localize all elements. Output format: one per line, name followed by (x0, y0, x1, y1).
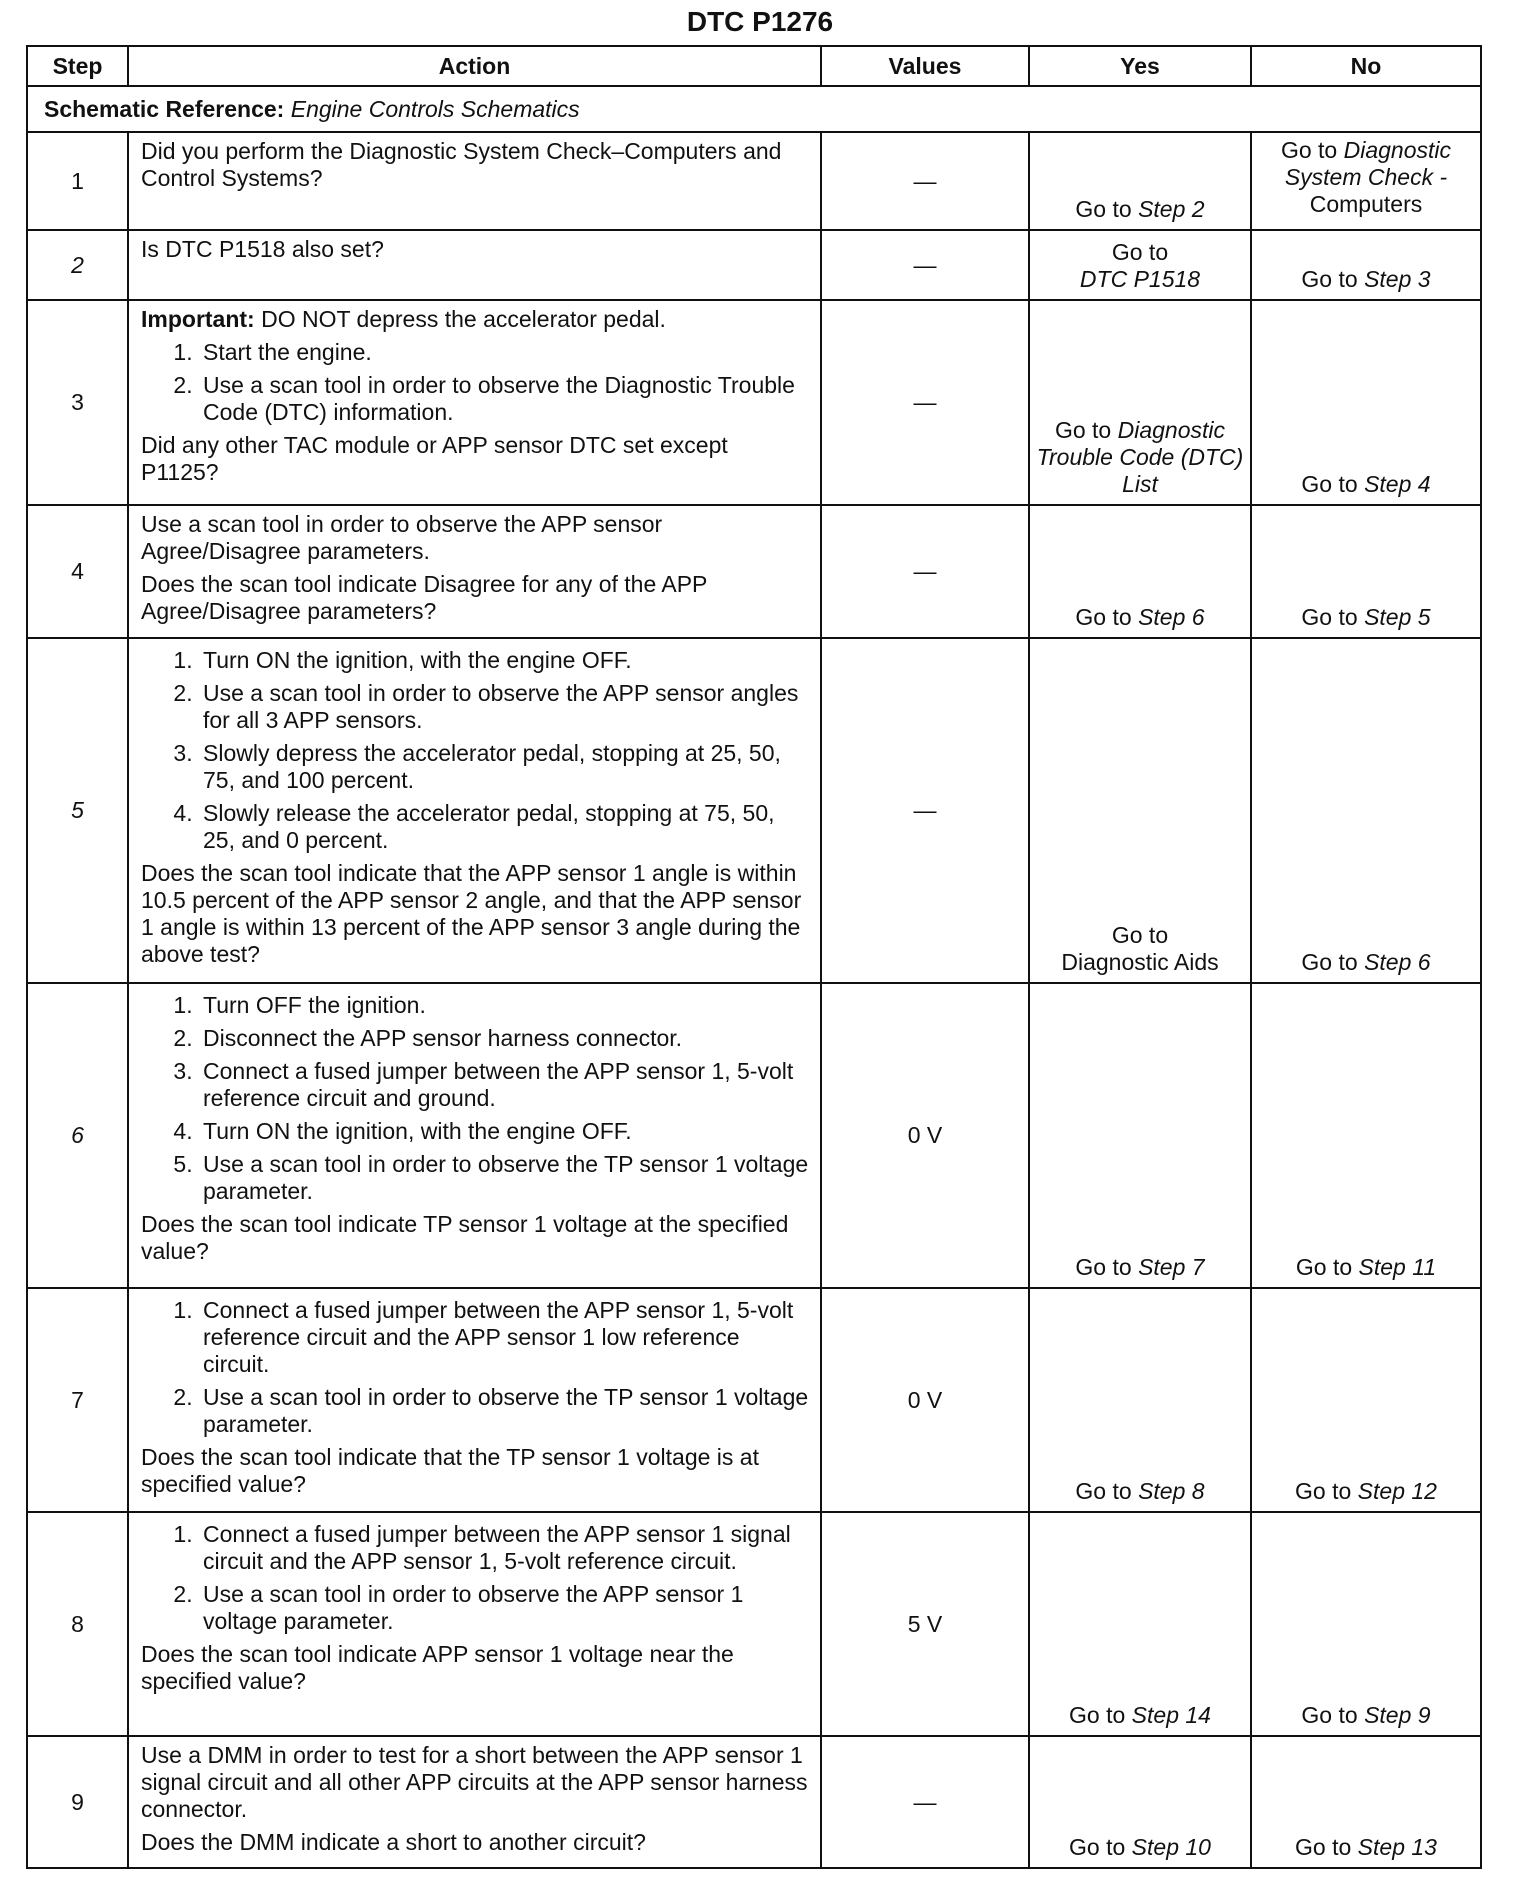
value-cell: — (821, 230, 1029, 300)
no-suffix: Computers (1309, 191, 1423, 217)
list-item: 3. Slowly depress the accelerator pedal, stopping at 25, 50, 75, and 100 percent. (199, 740, 810, 794)
step-number: 5 (27, 638, 128, 983)
header-step: Step (27, 46, 128, 86)
value-cell: 0 V (821, 983, 1029, 1288)
action-cell (128, 505, 821, 638)
list-item: 3. Connect a fused jumper between the APP sensor 1, 5-volt reference circuit and ground. (199, 1058, 810, 1112)
diagnostic-table (26, 45, 1482, 1869)
no-prefix: Go to (1280, 137, 1338, 163)
no-link[interactable]: Step 12 (1357, 1478, 1437, 1504)
yes-prefix: Go to (1111, 922, 1169, 948)
yes-prefix: Go to (1054, 417, 1112, 443)
yes-link[interactable]: DTC P1518 (1079, 266, 1201, 292)
no-cell (1251, 638, 1481, 983)
no-link[interactable]: Step 5 (1364, 604, 1431, 630)
no-prefix: Go to (1301, 1702, 1358, 1728)
list-item: 1. Connect a fused jumper between the APP sensor 1 signal circuit and the APP sensor 1, 5-volt reference circuit. (199, 1521, 810, 1575)
header-yes: Yes (1029, 46, 1251, 86)
yes-link[interactable]: Step 8 (1138, 1478, 1205, 1504)
list-item: 2. Use a scan tool in order to observe the APP sensor 1 voltage parameter. (199, 1581, 810, 1635)
yes-cell (1029, 132, 1251, 230)
no-link[interactable]: Step 3 (1364, 266, 1431, 292)
header-no: No (1251, 46, 1481, 86)
table-row (27, 1288, 1481, 1512)
yes-prefix: Go to (1075, 604, 1132, 630)
yes-prefix: Go to (1069, 1834, 1126, 1860)
action-list (141, 1521, 810, 1635)
yes-link[interactable]: Step 10 (1131, 1834, 1211, 1860)
table-row (27, 300, 1481, 505)
table-row (27, 983, 1481, 1288)
step-number: 7 (27, 1288, 128, 1512)
header-row (27, 46, 1481, 86)
no-link[interactable]: Step 4 (1364, 471, 1431, 497)
yes-cell (1029, 300, 1251, 505)
action-question: Did any other TAC module or APP sensor DTC set except P1125? (141, 432, 728, 485)
yes-prefix: Go to (1075, 196, 1132, 222)
yes-prefix: Go to (1111, 239, 1169, 265)
action-question: Does the scan tool indicate that the APP sensor 1 angle is within 10.5 percent of the APP sensor 2 angle, and that the APP sensor 1 angle is within 13 percent of the APP sensor 3 angle during the above test? (141, 860, 802, 967)
action-cell (128, 1288, 821, 1512)
yes-prefix: Go to (1075, 1478, 1132, 1504)
no-link[interactable]: Step 11 (1358, 1254, 1437, 1280)
schematic-label: Schematic Reference: (44, 95, 285, 122)
action-cell (128, 230, 821, 300)
no-prefix: Go to (1301, 949, 1358, 975)
action-cell (128, 1736, 821, 1868)
no-cell (1251, 505, 1481, 638)
header-action: Action (128, 46, 821, 86)
value-cell: — (821, 132, 1029, 230)
no-cell (1251, 132, 1481, 230)
action-question: Does the scan tool indicate APP sensor 1 voltage near the specified value? (141, 1641, 734, 1694)
no-cell (1251, 1736, 1481, 1868)
action-text: Use a scan tool in order to observe the APP sensor Agree/Disagree parameters. (141, 511, 663, 564)
value-cell: — (821, 638, 1029, 983)
no-prefix: Go to (1295, 1478, 1352, 1504)
value-cell: 0 V (821, 1288, 1029, 1512)
action-question: Does the scan tool indicate that the TP sensor 1 voltage is at specified value? (141, 1444, 759, 1497)
list-item: 2. Disconnect the APP sensor harness connector. (199, 1025, 810, 1052)
schematic-reference (27, 86, 1481, 132)
yes-cell (1029, 1512, 1251, 1736)
yes-cell (1029, 505, 1251, 638)
list-item: 5. Use a scan tool in order to observe the TP sensor 1 voltage parameter. (199, 1151, 810, 1205)
value-cell: — (821, 505, 1029, 638)
step-number: 2 (27, 230, 128, 300)
no-prefix: Go to (1301, 604, 1358, 630)
step-number: 6 (27, 983, 128, 1288)
list-item: 4. Turn ON the ignition, with the engine OFF. (199, 1118, 810, 1145)
value-cell: — (821, 1736, 1029, 1868)
yes-link[interactable]: Step 7 (1138, 1254, 1205, 1280)
yes-link[interactable]: Step 14 (1131, 1702, 1211, 1728)
step-number: 1 (27, 132, 128, 230)
yes-link[interactable]: Step 2 (1138, 196, 1205, 222)
no-link[interactable]: Step 9 (1364, 1702, 1431, 1728)
step-number: 4 (27, 505, 128, 638)
table-row (27, 505, 1481, 638)
action-list (141, 339, 810, 426)
action-list (141, 647, 810, 854)
action-question: Does the scan tool indicate TP sensor 1 voltage at the specified value? (141, 1211, 789, 1264)
table-row (27, 638, 1481, 983)
no-cell (1251, 300, 1481, 505)
table-row (27, 1512, 1481, 1736)
action-question: Is DTC P1518 also set? (141, 236, 384, 262)
yes-cell (1029, 983, 1251, 1288)
yes-link[interactable]: Step 6 (1138, 604, 1205, 630)
header-values: Values (821, 46, 1029, 86)
yes-cell (1029, 1736, 1251, 1868)
list-item: 2. Use a scan tool in order to observe the TP sensor 1 voltage parameter. (199, 1384, 810, 1438)
action-text: Did you perform the Diagnostic System Check–Computers and Control Systems? (141, 138, 782, 191)
no-link[interactable]: Step 13 (1357, 1834, 1437, 1860)
no-cell (1251, 1512, 1481, 1736)
list-item: 1. Turn OFF the ignition. (199, 992, 810, 1019)
step-number: 8 (27, 1512, 128, 1736)
value-cell: — (821, 300, 1029, 505)
action-cell (128, 1512, 821, 1736)
action-cell (128, 638, 821, 983)
table-row (27, 1736, 1481, 1868)
no-cell (1251, 983, 1481, 1288)
yes-prefix: Go to (1075, 1254, 1132, 1280)
action-cell (128, 300, 821, 505)
list-item: 2. Use a scan tool in order to observe the APP sensor angles for all 3 APP sensors. (199, 680, 810, 734)
important-note (141, 306, 810, 333)
yes-prefix: Go to (1069, 1702, 1126, 1728)
important-text: DO NOT depress the accelerator pedal. (261, 306, 666, 332)
list-item: 4. Slowly release the accelerator pedal, stopping at 75, 50, 25, and 0 percent. (199, 800, 810, 854)
table-row (27, 132, 1481, 230)
action-cell (128, 983, 821, 1288)
action-list (141, 992, 810, 1205)
step-number: 3 (27, 300, 128, 505)
no-cell (1251, 230, 1481, 300)
yes-cell (1029, 230, 1251, 300)
list-item: 2. Use a scan tool in order to observe the Diagnostic Trouble Code (DTC) information. (199, 372, 810, 426)
no-prefix: Go to (1301, 471, 1358, 497)
schematic-reference-row (27, 86, 1481, 132)
no-prefix: Go to (1295, 1254, 1353, 1280)
list-item: 1. Turn ON the ignition, with the engine OFF. (199, 647, 810, 674)
no-link[interactable]: Step 6 (1364, 949, 1431, 975)
yes-cell (1029, 1288, 1251, 1512)
action-question: Does the scan tool indicate Disagree for any of the APP Agree/Disagree parameters? (141, 571, 707, 624)
action-text: Use a DMM in order to test for a short between the APP sensor 1 signal circuit and all other APP circuits at the APP sensor harness connector. (141, 1742, 808, 1822)
yes-link[interactable]: Diagnostic Trouble Code (DTC) List (1036, 417, 1244, 497)
page-title: DTC P1276 (686, 6, 834, 37)
list-item: 1. Connect a fused jumper between the APP sensor 1, 5-volt reference circuit and the APP sensor 1 low reference circuit. (199, 1297, 810, 1378)
table-row (27, 230, 1481, 300)
no-prefix: Go to (1295, 1834, 1352, 1860)
action-question: Does the DMM indicate a short to another circuit? (141, 1829, 646, 1855)
no-link[interactable]: Diagnostic System Check - (1284, 137, 1452, 190)
action-list (141, 1297, 810, 1438)
yes-cell (1029, 638, 1251, 983)
no-cell (1251, 1288, 1481, 1512)
no-prefix: Go to (1301, 266, 1358, 292)
important-label: Important: (141, 306, 255, 332)
schematic-link[interactable]: Engine Controls Schematics (290, 95, 580, 122)
step-number: 9 (27, 1736, 128, 1868)
action-cell (128, 132, 821, 230)
yes-link[interactable]: Diagnostic Aids (1061, 949, 1219, 975)
value-cell: 5 V (821, 1512, 1029, 1736)
list-item: 1. Start the engine. (199, 339, 810, 366)
